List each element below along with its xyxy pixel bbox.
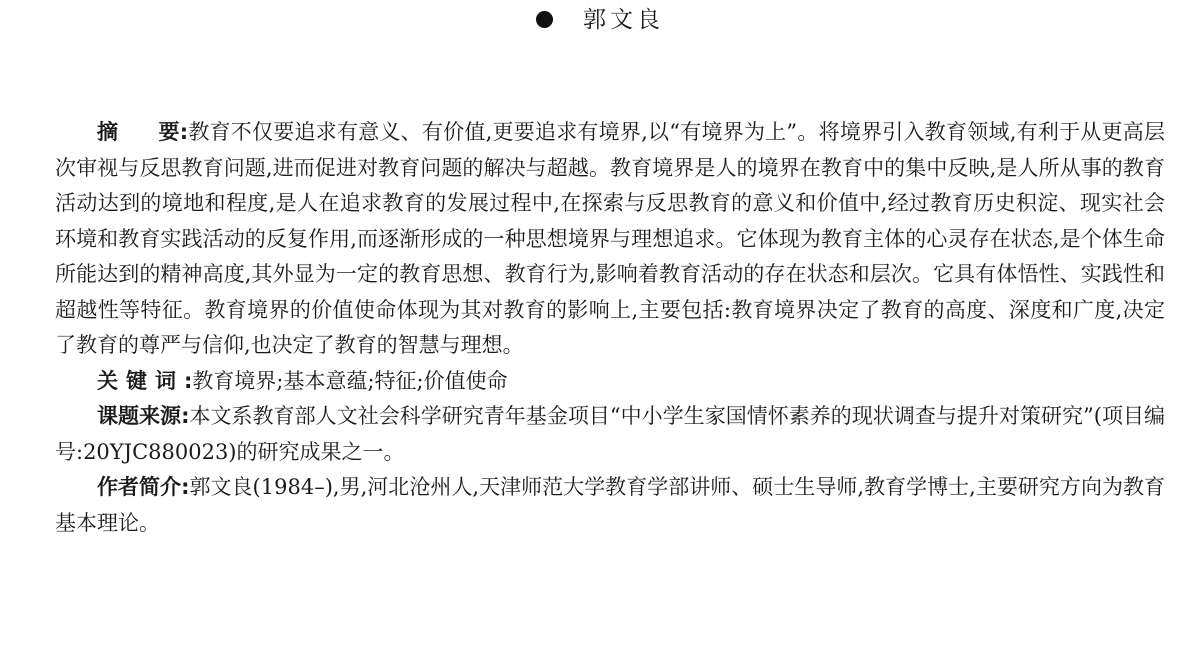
keywords-text: 教育境界;基本意蕴;特征;价值使命 [192, 368, 508, 393]
abstract-text: 教育不仅要追求有意义、有价值,更要追求有境界,以“有境界为上”。将境界引入教育领域,有利于从更高层次审视与反思教育问题,进而促进对教育问题的解决与超越。教育境界是人的境界在教育中的集中反映,是人所从事的教育活动达到的境地和程度,是人在追求教育的发展过程中,在探索与反思教育的意义和价值中,经过教育历史积淀、现实社会环境和教育实践活动的反复作用,而逐渐形成的一种思想境界与理想追求。它体现为教育主体的心灵存在状态,是个体生命所能达到的精神高度,其外显为一定的教育思想、教育行为,影响着教育活动的存在状态和层次。它具有体悟性、实践性和超越性等特征。教育境界的价值使命体现为其对教育的影响上,主要包括:教育境界决定了教育的高度、深度和广度,决定了教育的尊严与信仰,也决定了教育的智慧与理想。 [55, 120, 1165, 357]
keywords-colon: : [184, 368, 193, 393]
bullet-icon [536, 11, 553, 28]
bio-label: 作者简介 [97, 475, 182, 499]
abstract-label: 摘 要: [97, 120, 189, 144]
bio-colon: : [181, 475, 190, 499]
bio-paragraph [55, 470, 1165, 541]
source-colon: : [181, 404, 190, 428]
abstract-paragraph [55, 115, 1165, 364]
author-header [0, 4, 1200, 36]
source-text: 本文系教育部人文社会科学研究青年基金项目“中小学生家国情怀素养的现状调查与提升对策研究”(项目编号:20YJC880023)的研究成果之一。 [55, 404, 1165, 464]
keywords-label: 关键词 [97, 368, 184, 393]
front-matter [55, 115, 1165, 541]
keywords-paragraph [55, 364, 1165, 400]
source-label: 课题来源 [97, 404, 182, 428]
bio-text: 郭文良(1984–),男,河北沧州人,天津师范大学教育学部讲师、硕士生导师,教育学博士,主要研究方向为教育基本理论。 [55, 475, 1166, 535]
source-paragraph [55, 399, 1165, 470]
author-name: 郭文良 [583, 7, 664, 33]
